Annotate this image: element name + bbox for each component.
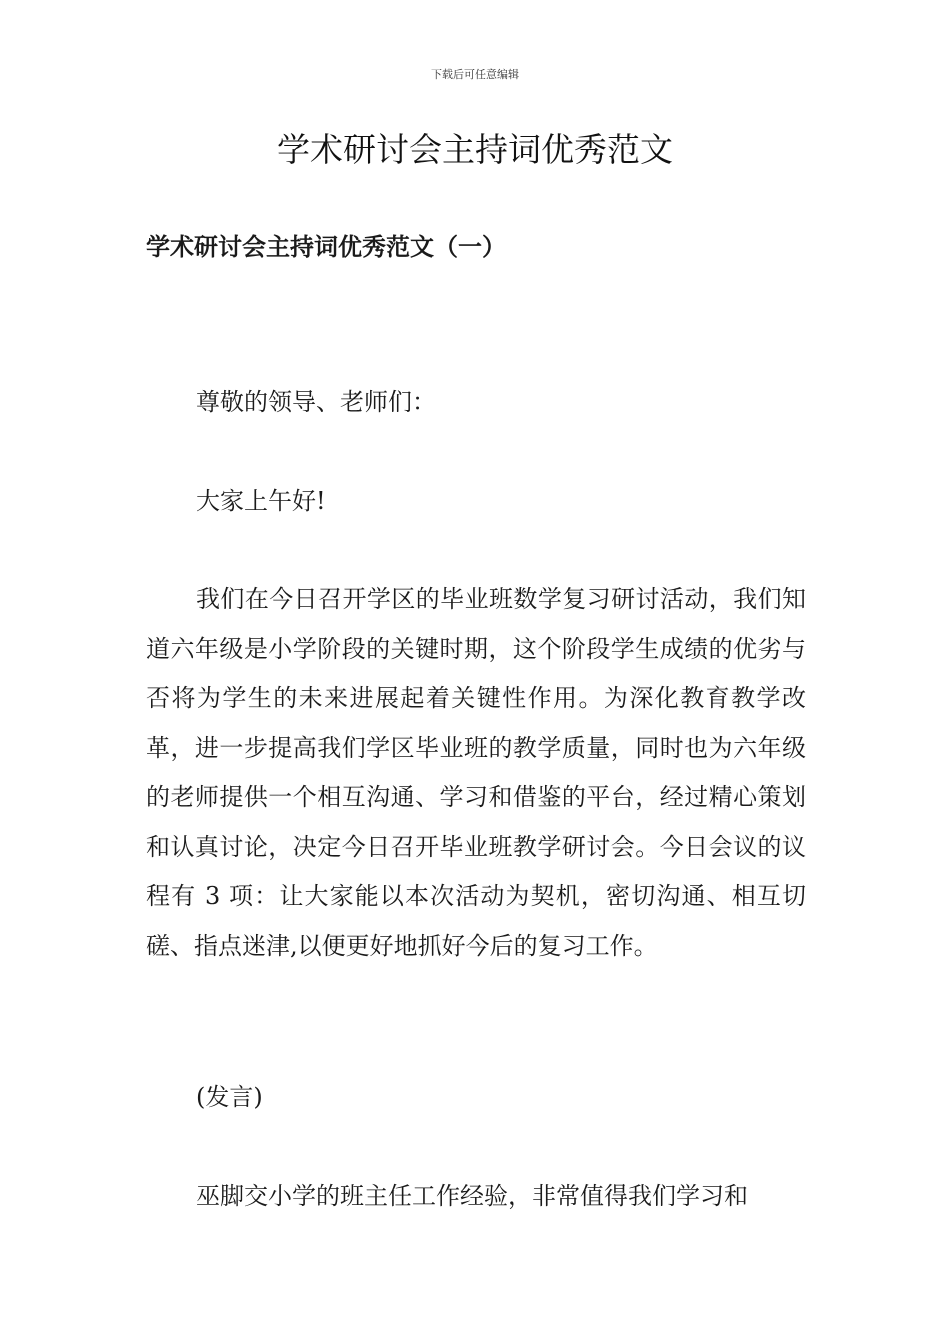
paragraph-speech-note: (发言)	[196, 1083, 263, 1111]
paragraph-greeting: 尊敬的领导、老师们：	[196, 388, 436, 416]
document-title: 学术研讨会主持词优秀范文	[277, 130, 673, 169]
paragraph-body: 我们在今日召开学区的毕业班数学复习研讨活动，我们知道六年级是小学阶段的关键时期，这个阶段学生成绩的优劣与否将为学生的未来进展起着关键性作用。为深化教育教学改革，进一步提高我们学区毕业班的教学质量，同时也为六年级的老师提供一个相互沟通、学习和借鉴的平台，经过精心策划和认真讨论，决定今日召开毕业班教学研讨会。今日会议的议程有 3 项：让大家能以本次活动为契机，密切沟通、相互切磋、指点迷津,以便更好地抓好今后的复习工作。	[146, 585, 806, 960]
paragraph-hello: 大家上午好!	[196, 487, 326, 515]
header-note: 下载后可任意编辑	[431, 68, 519, 81]
section-title: 学术研讨会主持词优秀范文（一）	[146, 232, 506, 261]
paragraph-next: 巫脚交小学的班主任工作经验，非常值得我们学习和	[196, 1182, 748, 1210]
